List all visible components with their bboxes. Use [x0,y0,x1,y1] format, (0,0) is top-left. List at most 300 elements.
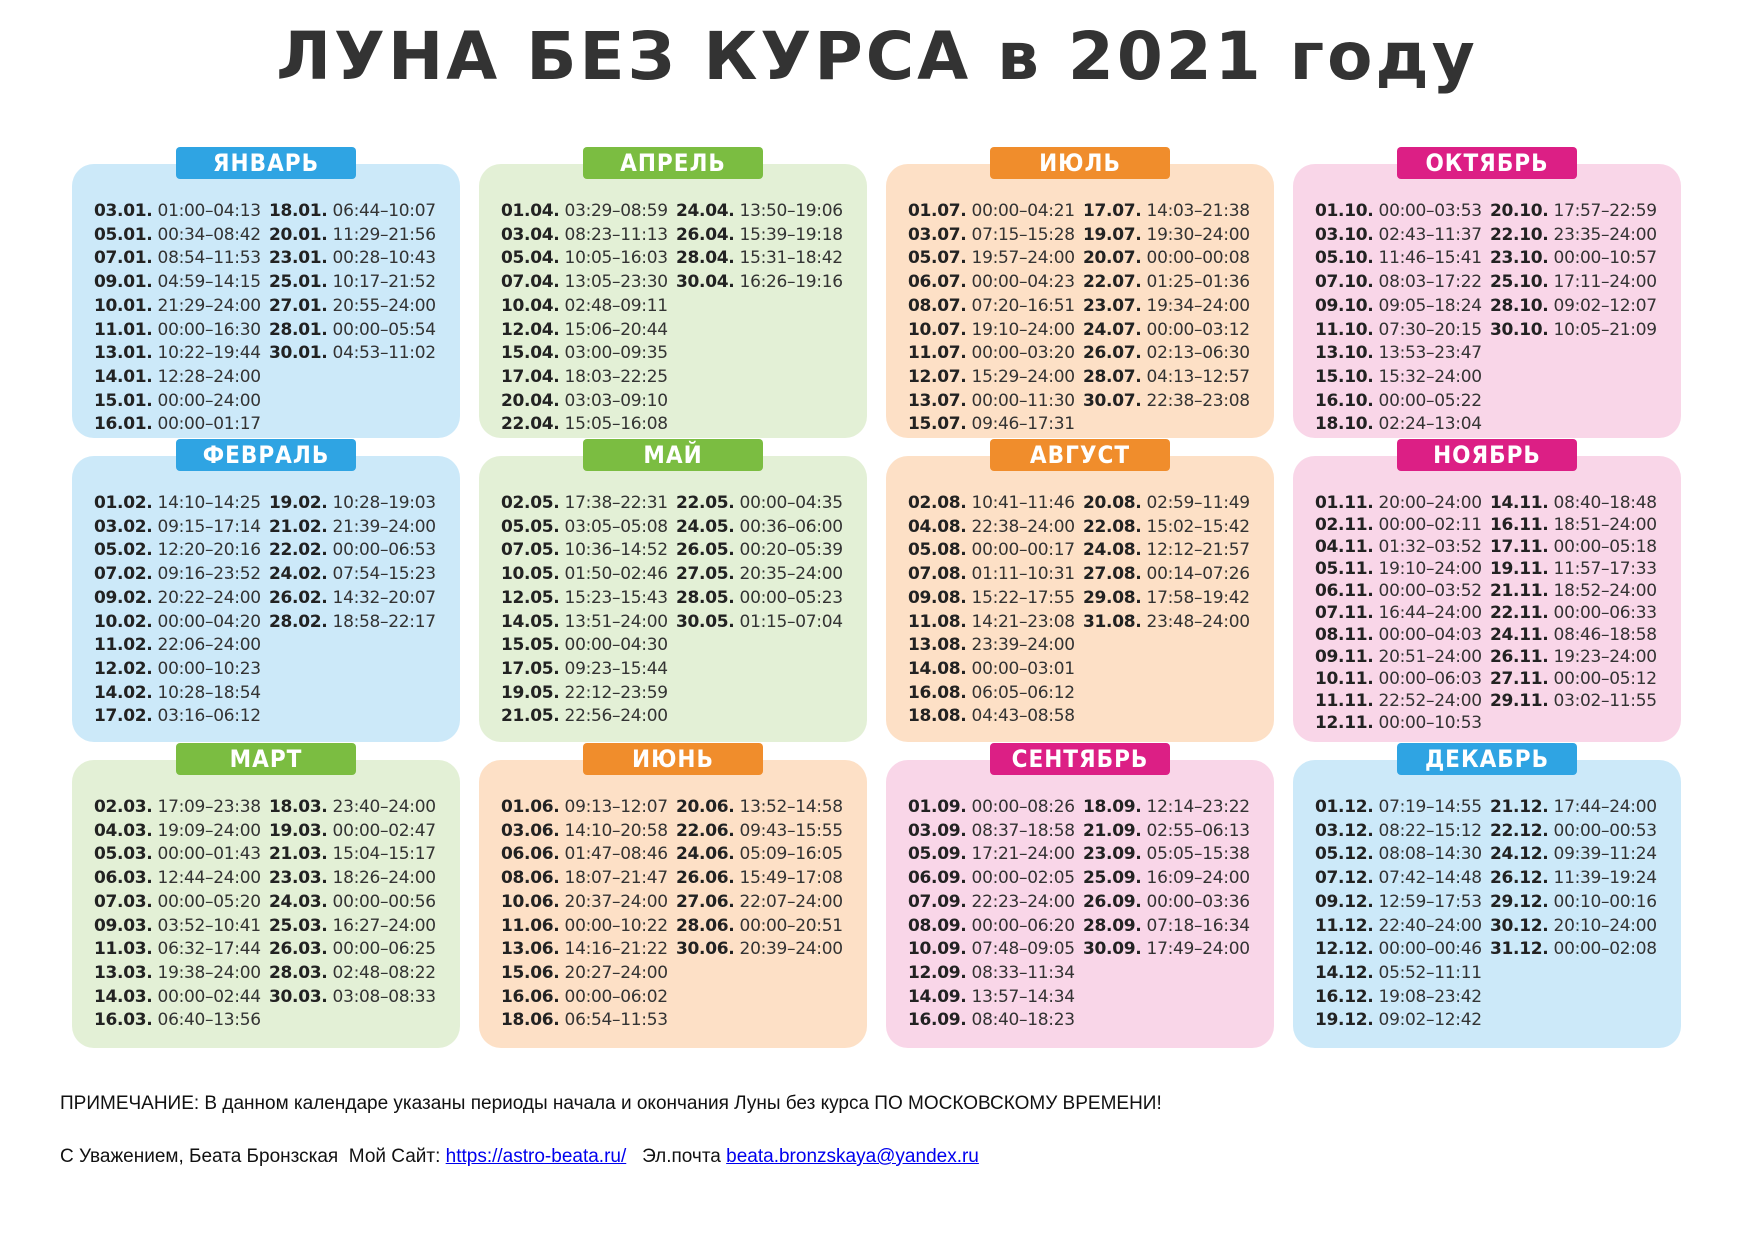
moon-entry [908,516,1083,540]
entry-date: 11.12. [1315,915,1374,936]
moon-entry [501,820,676,844]
entry-column [501,796,676,1033]
moon-entry [501,366,676,390]
moon-entry [1490,271,1665,295]
entry-date: 15.05. [501,635,560,656]
entry-time: 00:00–06:02 [564,986,668,1007]
entry-column [908,796,1083,1033]
moon-entry [1490,915,1665,939]
entry-date: 19.07. [1083,224,1142,245]
entry-date: 15.07. [908,414,967,435]
moon-entry [1315,342,1490,366]
entry-time: 17:57–22:59 [1553,201,1657,221]
entry-time: 12:44–24:00 [157,868,261,889]
entry-date: 23.09. [1083,844,1142,865]
entry-time: 18:03–22:25 [564,366,668,387]
entry-time: 15:32–24:00 [1378,366,1482,387]
month-card [479,441,867,742]
entry-date: 05.02. [94,540,153,561]
moon-entry [1315,319,1490,343]
moon-entry [908,247,1083,271]
entry-date: 25.09. [1083,868,1142,889]
moon-entry [1083,224,1258,248]
entry-time: 03:52–10:41 [157,915,261,936]
entry-time: 01:11–10:31 [971,564,1075,585]
entry-time: 18:07–21:47 [564,868,668,889]
month-entries [94,200,444,437]
entry-date: 20.08. [1083,493,1142,513]
entry-date: 10.05. [501,564,560,585]
entry-date: 08.07. [908,295,967,316]
entry-time: 09:39–11:24 [1553,844,1657,865]
entry-date: 26.02. [269,587,328,608]
entry-date: 12.12. [1315,939,1374,960]
entry-date: 06.03. [94,868,153,889]
moon-entry [908,962,1083,986]
entry-time: 00:00–00:53 [1553,820,1657,841]
entry-date: 16.06. [501,986,560,1007]
entry-time: 09:02–12:42 [1378,1010,1482,1031]
moon-entry [501,986,676,1010]
entry-date: 09.12. [1315,891,1374,912]
entry-date: 02.08. [908,493,967,513]
entry-date: 22.12. [1490,820,1549,841]
month-entries [94,796,444,1033]
moon-entry [501,492,676,516]
entry-time: 20:35–24:00 [739,564,843,585]
entry-time: 00:00–03:36 [1146,891,1250,912]
entry-time: 02:48–09:11 [564,295,668,316]
entry-date: 05.09. [908,844,967,865]
moon-entry [1083,539,1258,563]
moon-entry [1315,646,1490,668]
entry-time: 00:00–01:17 [157,414,261,435]
entry-date: 03.04. [501,224,560,245]
entry-date: 10.07. [908,319,967,340]
moon-entry [1490,938,1665,962]
moon-entry [501,342,676,366]
moon-entry [94,915,269,939]
entry-time: 18:26–24:00 [332,868,436,889]
entry-date: 16.03. [94,1010,153,1031]
month-card [886,745,1274,1048]
entry-time: 00:00–02:11 [1378,515,1482,535]
entry-date: 18.10. [1315,414,1374,435]
entry-time: 14:16–21:22 [564,939,668,960]
entry-time: 02:24–13:04 [1378,414,1482,435]
moon-entry [94,611,269,635]
moon-entry [269,224,444,248]
entry-time: 00:00–00:08 [1146,248,1250,269]
signature-prefix: С Уважением, Беата Бронзская Мой Сайт: [60,1146,446,1167]
moon-entry [1083,342,1258,366]
entry-date: 03.07. [908,224,967,245]
moon-entry [1490,247,1665,271]
entry-time: 10:05–21:09 [1553,319,1657,340]
entry-date: 07.05. [501,540,560,561]
entry-date: 17.02. [94,706,153,727]
entry-time: 08:03–17:22 [1378,272,1482,293]
moon-entry [676,224,851,248]
entry-date: 14.08. [908,658,967,679]
entry-date: 24.11. [1490,625,1549,645]
entry-date: 22.06. [676,820,735,841]
entry-date: 21.12. [1490,797,1549,817]
entry-time: 20:37–24:00 [564,891,668,912]
entry-date: 28.07. [1083,366,1142,387]
moon-entry [676,843,851,867]
moon-entry [676,563,851,587]
moon-entry [501,271,676,295]
entry-time: 19:34–24:00 [1146,295,1250,316]
moon-entry [501,611,676,635]
entry-time: 08:22–15:12 [1378,820,1482,841]
entry-date: 09.03. [94,915,153,936]
entry-date: 22.02. [269,540,328,561]
entry-time: 00:00–00:46 [1378,939,1482,960]
moon-entry [908,705,1083,729]
entry-date: 10.04. [501,295,560,316]
entry-time: 07:42–14:48 [1378,868,1482,889]
moon-entry [501,891,676,915]
moon-entry [94,247,269,271]
entry-time: 08:33–11:34 [971,962,1075,983]
entry-time: 00:00–02:05 [971,868,1075,889]
moon-entry [1490,514,1665,536]
moon-entry [94,587,269,611]
entry-time: 22:07–24:00 [739,891,843,912]
month-header: ЯНВАРЬ [176,147,356,179]
site-link[interactable]: https://astro-beata.ru/ [445,1146,627,1167]
moon-entry [1490,319,1665,343]
moon-entry [94,390,269,414]
entry-time: 10:28–19:03 [332,493,436,513]
entry-date: 05.07. [908,248,967,269]
moon-entry [1083,366,1258,390]
entry-time: 06:54–11:53 [564,1010,668,1031]
entry-time: 20:22–24:00 [157,587,261,608]
entry-date: 28.03. [269,962,328,983]
entry-time: 05:52–11:11 [1378,962,1482,983]
entry-column [501,200,676,437]
month-card [479,745,867,1048]
month-entries [908,200,1258,437]
entry-date: 01.06. [501,797,560,817]
moon-entry [1083,295,1258,319]
moon-entry [908,342,1083,366]
moon-entry [1315,962,1490,986]
moon-entry [676,938,851,962]
entry-date: 15.04. [501,343,560,364]
entry-time: 00:00–10:57 [1553,248,1657,269]
moon-entry [1083,611,1258,635]
entry-date: 07.10. [1315,272,1374,293]
entry-date: 13.03. [94,962,153,983]
moon-entry [501,200,676,224]
entry-column [501,492,676,729]
entry-column [908,200,1083,437]
month-entries [908,492,1258,729]
entry-time: 09:05–18:24 [1378,295,1482,316]
moon-entry [1490,796,1665,820]
entry-time: 22:06–24:00 [157,635,261,656]
entry-date: 20.01. [269,224,328,245]
moon-entry [1490,690,1665,712]
entry-time: 00:28–10:43 [332,248,436,269]
moon-entry [94,1009,269,1033]
entry-date: 02.11. [1315,515,1374,535]
moon-entry [269,843,444,867]
moon-entry [94,796,269,820]
entry-time: 05:05–15:38 [1146,844,1250,865]
moon-entry [676,200,851,224]
entry-time: 09:23–15:44 [564,658,668,679]
entry-time: 07:48–09:05 [971,939,1075,960]
moon-entry [1315,366,1490,390]
entry-date: 11.10. [1315,319,1374,340]
entry-time: 07:30–20:15 [1378,319,1482,340]
moon-entry [269,247,444,271]
entry-date: 03.06. [501,820,560,841]
moon-entry [269,611,444,635]
entry-date: 02.03. [94,797,153,817]
month-entries [94,492,444,729]
moon-entry [1490,891,1665,915]
entry-date: 16.01. [94,414,153,435]
entry-time: 19:10–24:00 [971,319,1075,340]
entry-time: 20:27–24:00 [564,962,668,983]
entry-column [676,492,851,729]
entry-date: 05.12. [1315,844,1374,865]
moon-entry [501,867,676,891]
entry-date: 23.03. [269,868,328,889]
moon-entry [1315,690,1490,712]
moon-entry [94,295,269,319]
entry-time: 15:04–15:17 [332,844,436,865]
moon-entry [269,867,444,891]
entry-date: 20.10. [1490,201,1549,221]
entry-date: 12.05. [501,587,560,608]
moon-entry [908,682,1083,706]
page-title: ЛУНА БЕЗ КУРСА в 2021 году [276,18,1478,95]
entry-date: 30.10. [1490,319,1549,340]
entry-date: 26.04. [676,224,735,245]
moon-entry [1315,602,1490,624]
entry-column [269,796,444,1033]
entry-time: 06:40–13:56 [157,1010,261,1031]
entry-date: 31.08. [1083,611,1142,632]
entry-time: 00:00–03:53 [1378,201,1482,221]
entry-date: 17.04. [501,366,560,387]
entry-time: 06:44–10:07 [332,201,436,221]
entry-date: 09.08. [908,587,967,608]
moon-entry [908,611,1083,635]
entry-time: 02:43–11:37 [1378,224,1482,245]
entry-date: 11.02. [94,635,153,656]
entry-time: 07:54–15:23 [332,564,436,585]
moon-entry [1083,938,1258,962]
entry-date: 27.01. [269,295,328,316]
moon-entry [1315,796,1490,820]
entry-date: 07.02. [94,564,153,585]
entry-date: 22.04. [501,414,560,435]
entry-date: 24.03. [269,891,328,912]
entry-date: 05.11. [1315,559,1374,579]
entry-time: 15:02–15:42 [1146,516,1250,537]
entry-date: 16.08. [908,682,967,703]
entry-date: 29.11. [1490,691,1549,711]
entry-time: 01:25–01:36 [1146,272,1250,293]
entry-date: 19.12. [1315,1010,1374,1031]
entry-date: 01.02. [94,493,153,513]
entry-time: 00:00–05:20 [157,891,261,912]
moon-entry [94,366,269,390]
entry-date: 13.10. [1315,343,1374,364]
entry-time: 17:38–22:31 [564,493,668,513]
month-card [886,441,1274,742]
entry-date: 05.08. [908,540,967,561]
moon-entry [1490,224,1665,248]
entry-time: 11:57–17:33 [1553,559,1657,579]
entry-time: 09:02–12:07 [1553,295,1657,316]
moon-entry [501,843,676,867]
entry-date: 01.07. [908,201,967,221]
entry-date: 16.12. [1315,986,1374,1007]
month-card [1293,149,1681,438]
moon-entry [908,796,1083,820]
email-link[interactable]: beata.bronzskaya@yandex.ru [726,1146,979,1167]
moon-entry [501,705,676,729]
entry-time: 02:55–06:13 [1146,820,1250,841]
month-card [72,745,460,1048]
entry-time: 00:00–03:01 [971,658,1075,679]
month-header: СЕНТЯБРЬ [990,743,1170,775]
entry-time: 11:29–21:56 [332,224,436,245]
entry-time: 10:41–11:46 [971,493,1075,513]
entry-time: 00:00–20:51 [739,915,843,936]
entry-time: 07:18–16:34 [1146,915,1250,936]
entry-time: 16:09–24:00 [1146,868,1250,889]
entry-date: 09.11. [1315,647,1374,667]
moon-entry [908,1009,1083,1033]
entry-date: 26.03. [269,939,328,960]
entry-time: 05:09–16:05 [739,844,843,865]
moon-entry [94,200,269,224]
entry-time: 00:00–02:44 [157,986,261,1007]
moon-entry [1315,867,1490,891]
entry-time: 19:57–24:00 [971,248,1075,269]
entry-time: 00:00–04:21 [971,201,1075,221]
moon-entry [1083,796,1258,820]
entry-date: 18.08. [908,706,967,727]
entry-date: 06.11. [1315,581,1374,601]
entry-date: 08.11. [1315,625,1374,645]
entry-time: 19:09–24:00 [157,820,261,841]
moon-entry [1490,624,1665,646]
entry-date: 01.10. [1315,201,1374,221]
entry-date: 14.11. [1490,493,1549,513]
entry-time: 01:00–04:13 [157,201,261,221]
entry-date: 24.05. [676,516,735,537]
entry-time: 15:23–15:43 [564,587,668,608]
moon-entry [1083,867,1258,891]
entry-date: 07.04. [501,272,560,293]
month-header: НОЯБРЬ [1397,439,1577,471]
moon-entry [1490,492,1665,514]
entry-time: 01:32–03:52 [1378,537,1482,557]
entry-date: 06.07. [908,272,967,293]
moon-entry [501,413,676,437]
entry-time: 00:20–05:39 [739,540,843,561]
entry-date: 19.02. [269,493,328,513]
entry-column [1083,200,1258,437]
entry-date: 01.11. [1315,493,1374,513]
entry-time: 02:48–08:22 [332,962,436,983]
entry-time: 01:15–07:04 [739,611,843,632]
entry-time: 22:23–24:00 [971,891,1075,912]
entry-date: 13.06. [501,939,560,960]
entry-date: 16.10. [1315,390,1374,411]
entry-time: 18:58–22:17 [332,611,436,632]
entry-time: 17:21–24:00 [971,844,1075,865]
entry-date: 26.06. [676,868,735,889]
entry-date: 15.06. [501,962,560,983]
month-entries [501,796,851,1033]
entry-time: 19:10–24:00 [1378,559,1482,579]
entry-date: 11.08. [908,611,967,632]
entry-time: 15:31–18:42 [739,248,843,269]
entry-time: 09:13–12:07 [564,797,668,817]
entry-date: 30.05. [676,611,735,632]
month-card [479,149,867,438]
entry-time: 08:54–11:53 [157,248,261,269]
entry-time: 10:28–18:54 [157,682,261,703]
entry-column [1315,200,1490,437]
entry-date: 11.11. [1315,691,1374,711]
entry-column [1083,492,1258,729]
entry-date: 19.03. [269,820,328,841]
entry-time: 12:12–21:57 [1146,540,1250,561]
entry-date: 24.07. [1083,319,1142,340]
entry-date: 28.06. [676,915,735,936]
entry-time: 03:00–09:35 [564,343,668,364]
moon-entry [1315,536,1490,558]
entry-date: 03.09. [908,820,967,841]
moon-entry [501,587,676,611]
entry-date: 13.07. [908,390,967,411]
entry-time: 23:35–24:00 [1553,224,1657,245]
moon-entry [269,271,444,295]
moon-entry [1083,843,1258,867]
moon-entry [1315,915,1490,939]
entry-date: 14.03. [94,986,153,1007]
entry-date: 10.06. [501,891,560,912]
entry-time: 00:36–06:00 [739,516,843,537]
entry-date: 12.04. [501,319,560,340]
entry-time: 14:32–20:07 [332,587,436,608]
entry-time: 08:37–18:58 [971,820,1075,841]
entry-time: 00:10–00:16 [1553,891,1657,912]
entry-date: 10.09. [908,939,967,960]
moon-entry [94,891,269,915]
entry-time: 00:00–10:53 [1378,713,1482,733]
entry-date: 27.06. [676,891,735,912]
entry-time: 14:10–20:58 [564,820,668,841]
entry-time: 22:56–24:00 [564,706,668,727]
moon-entry [1315,224,1490,248]
entry-column [269,200,444,437]
entry-date: 18.06. [501,1010,560,1031]
